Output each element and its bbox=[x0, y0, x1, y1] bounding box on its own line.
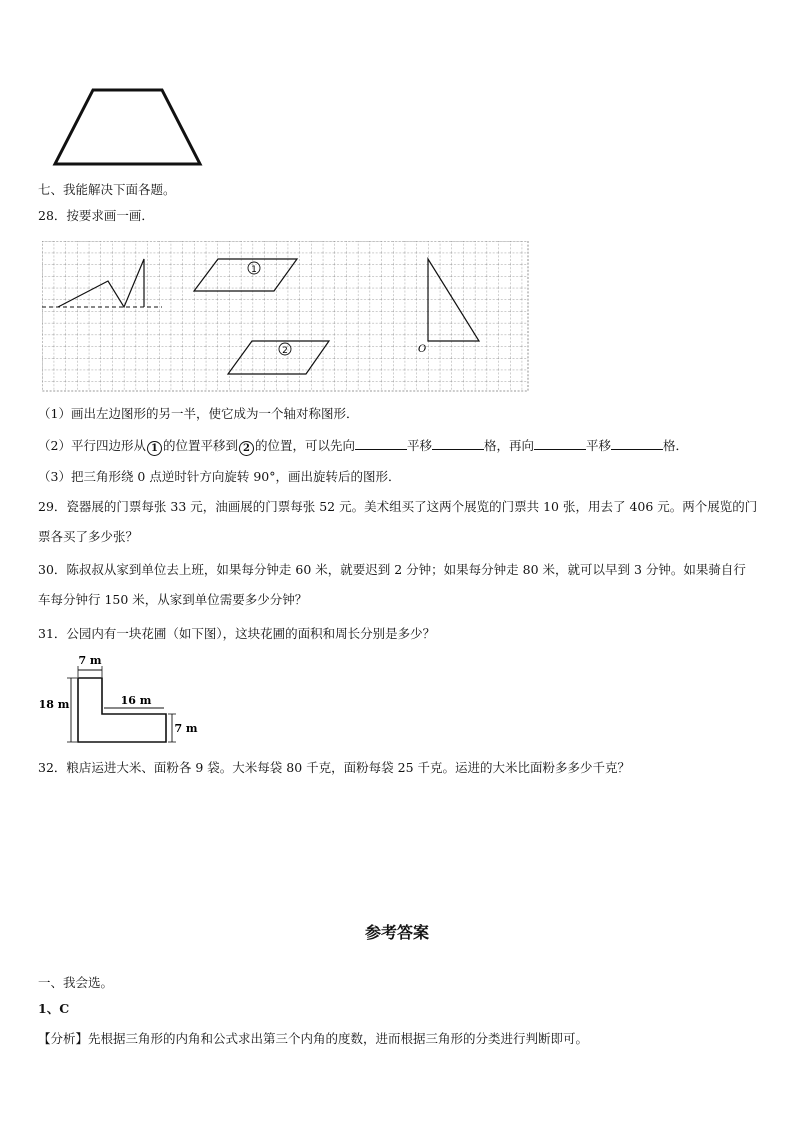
q31-text: 31．公园内有一块花圃（如下图），这块花圃的面积和周长分别是多少？ bbox=[38, 626, 436, 641]
trapezoid-shape bbox=[55, 90, 200, 164]
q28-sub1: （1）画出左边图形的另一半，使它成为一个轴对称图形． bbox=[38, 406, 359, 421]
answers-item1: 1、C bbox=[38, 1001, 70, 1016]
label-2: 2 bbox=[282, 346, 288, 356]
q28-sub2-part1: （2）平行四边形从 bbox=[38, 438, 146, 453]
section7-title: 七、我能解决下面各题。 bbox=[38, 182, 176, 197]
q28-sub2 bbox=[38, 437, 688, 456]
grid-background bbox=[42, 241, 528, 391]
answers-analysis: 【分析】先根据三角形的内角和公式求出第三个内角的度数，进而根据三角形的分类进行判断即可。 bbox=[38, 1031, 589, 1046]
q28-grid-figure bbox=[42, 241, 530, 393]
middle-dimension-label: 16 m bbox=[120, 694, 152, 707]
q29-text: 29．瓷器展的门票每张 33 元，油画展的门票每张 52 元。美术组买了这两个展览的门票共 10 张，用去了 406 元。两个展览的门票各买了多少张？ bbox=[38, 499, 758, 544]
q28-sub2-part5: 格，再向 bbox=[484, 438, 535, 453]
circled-1-icon: 1 bbox=[147, 441, 162, 456]
q28-sub2-part7: 格． bbox=[663, 438, 689, 453]
trapezoid-figure bbox=[50, 86, 205, 168]
right-dimension-label: 7 m bbox=[174, 722, 198, 735]
q32-text: 32．粮店运进大米、面粉各 9 袋。大米每袋 80 千克，面粉每袋 25 千克。运进的大米比面粉多多少千克？ bbox=[38, 760, 631, 775]
label-1: 1 bbox=[251, 265, 257, 275]
q28-sub3: （3）把三角形绕 0 点逆时针方向旋转 90°，画出旋转后的图形． bbox=[38, 469, 401, 484]
answer-blank-1[interactable] bbox=[355, 437, 407, 450]
q30-text: 30．陈叔叔从家到单位去上班，如果每分钟走 60 米，就要迟到 2 分钟；如果每分钟走 80 米，就可以早到 3 分钟。如果骑自行车每分钟行 150 米，从家到单位需要多少分钟？ bbox=[38, 562, 746, 607]
q31-l-shape-figure bbox=[38, 650, 208, 750]
q28-sub2-part2: 的位置平移到 bbox=[162, 438, 238, 453]
answers-heading: 参考答案 bbox=[364, 923, 429, 942]
answer-blank-2[interactable] bbox=[432, 437, 484, 450]
q28-sub2-part6: 平移 bbox=[586, 438, 612, 453]
left-dimension-label: 18 m bbox=[38, 698, 70, 711]
origin-label: O bbox=[418, 344, 427, 355]
q28-sub2-part3: 的位置，可以先向 bbox=[254, 438, 355, 453]
answer-blank-4[interactable] bbox=[611, 437, 663, 450]
top-dimension-label: 7 m bbox=[78, 654, 102, 667]
q28-sub2-part4: 平移 bbox=[407, 438, 433, 453]
l-shape bbox=[78, 678, 166, 742]
answers-section1: 一、我会选。 bbox=[38, 975, 114, 990]
answer-blank-3[interactable] bbox=[534, 437, 586, 450]
q28-title: 28．按要求画一画． bbox=[38, 208, 154, 223]
circled-2-icon: 2 bbox=[239, 441, 254, 456]
